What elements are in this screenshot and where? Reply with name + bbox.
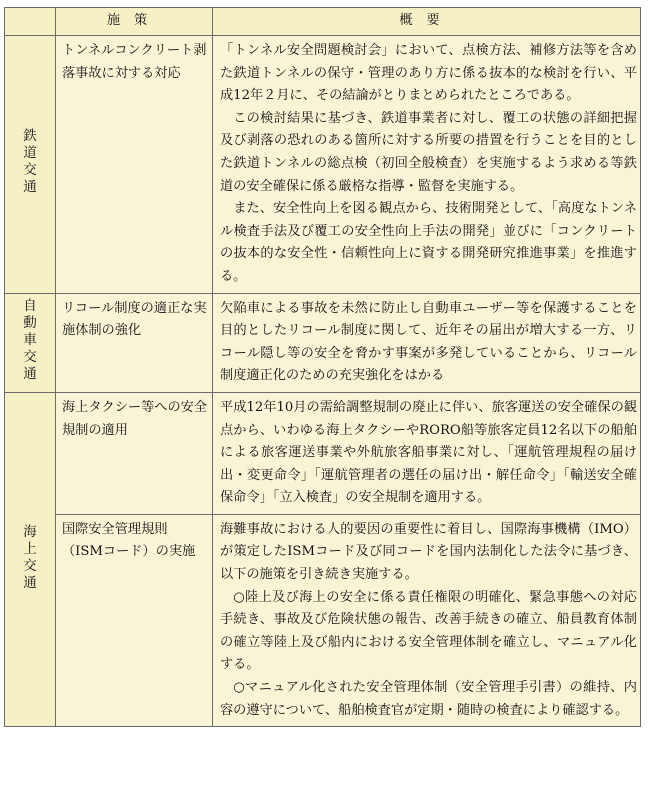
summary-paragraph: 「トンネル安全問題検討会」において、点検方法、補修方法等を含めた鉄道トンネルの保守・管理のあり方に係る抜本的な検討を行い、平成12年２月に、その結論がとりまとめられたところである。 (220, 43, 637, 104)
measure-column-header: 施策 (56, 8, 213, 36)
table-row-maritime-ism (5, 514, 641, 726)
summary-tunnel-concrete (213, 36, 641, 294)
summary-recall-system (213, 293, 641, 392)
summary-sea-taxi (213, 392, 641, 514)
table-row-auto (5, 293, 641, 392)
measure-sea-taxi: 海上タクシー等への安全規制の適用 (56, 392, 213, 514)
measure-ism-code: 国際安全管理規則（ISMコード）の実施 (56, 514, 213, 726)
measure-recall-system: リコール制度の適正な実施体制の強化 (56, 293, 213, 392)
summary-paragraph: この検討結果に基づき、鉄道事業者に対し、覆工の状態の詳細把握及び剥落の恐れのある箇所に対する所要の措置を行うことを目的とした鉄道トンネルの総点検（初回全般検査）を実施するよう求める等鉄道の安全確保に係る厳格な指導・監督を実施する。 (220, 110, 637, 194)
summary-ism-code (213, 514, 641, 726)
summary-paragraph: 平成12年10月の需給調整規制の廃止に伴い、旅客運送の安全確保の観点から、いわゆる海上タクシーやRORO船等旅客定員12名以下の船舶による旅客運送事業や外航旅客船事業に対し、「運航管理規程の届け出・変更命令」「運航管理者の選任の届け出・解任命令」「輸送安全確保命令」「立入検査」の安全規制を適用する。 (220, 399, 637, 506)
corner-header-cell (5, 8, 56, 36)
header-row (5, 8, 641, 36)
summary-paragraph: 欠陥車による事故を未然に防止し自動車ユーザー等を保護することを目的としたリコール制度に関して、近年その届出が増大する一方、リコール隠し等の安全を脅かす事案が多発していることから、リコール制度適正化のための充実強化をはかる (220, 300, 637, 384)
summary-paragraph: ○陸上及び海上の安全に係る責任権限の明確化、緊急事態への対応手続き、事故及び危険状態の報告、改善手続きの確立、船員教育体制の確立等陸上及び船内における安全管理体制を確立し、マニュアル化する。 (220, 589, 637, 673)
summary-paragraph: 海難事故における人的要因の重要性に着目し、国際海事機構（IMO）が策定したISMコード及び同コードを国内法制化した法令に基づき、以下の施策を引き続き実施する。 (220, 521, 637, 583)
category-cell-auto (5, 293, 56, 392)
summary-column-header: 概要 (213, 8, 641, 36)
table-row-maritime-taxi (5, 392, 641, 514)
category-label-maritime: 海上交通 (23, 523, 37, 591)
summary-paragraph: また、安全性向上を図る観点から、技術開発として、「高度なトンネル検査手法及び覆工の安全性向上手法の開発」並びに「コンクリートの抜本的な安全性・信頼性向上に資する開発研究推進事業」を推進する。 (220, 201, 637, 284)
policy-table (4, 7, 641, 727)
category-label-rail: 鉄道交通 (23, 128, 37, 196)
category-label-auto: 自動車交通 (23, 298, 37, 383)
category-cell-maritime (5, 392, 56, 726)
measure-tunnel-concrete: トンネルコンクリート剥落事故に対する対応 (56, 36, 213, 294)
table-row-rail (5, 36, 641, 294)
category-cell-rail (5, 36, 56, 294)
summary-paragraph: ○マニュアル化された安全管理体制（安全管理手引書）の維持、内容の遵守について、船舶検査官が定期・随時の検査により確認する。 (220, 680, 637, 718)
